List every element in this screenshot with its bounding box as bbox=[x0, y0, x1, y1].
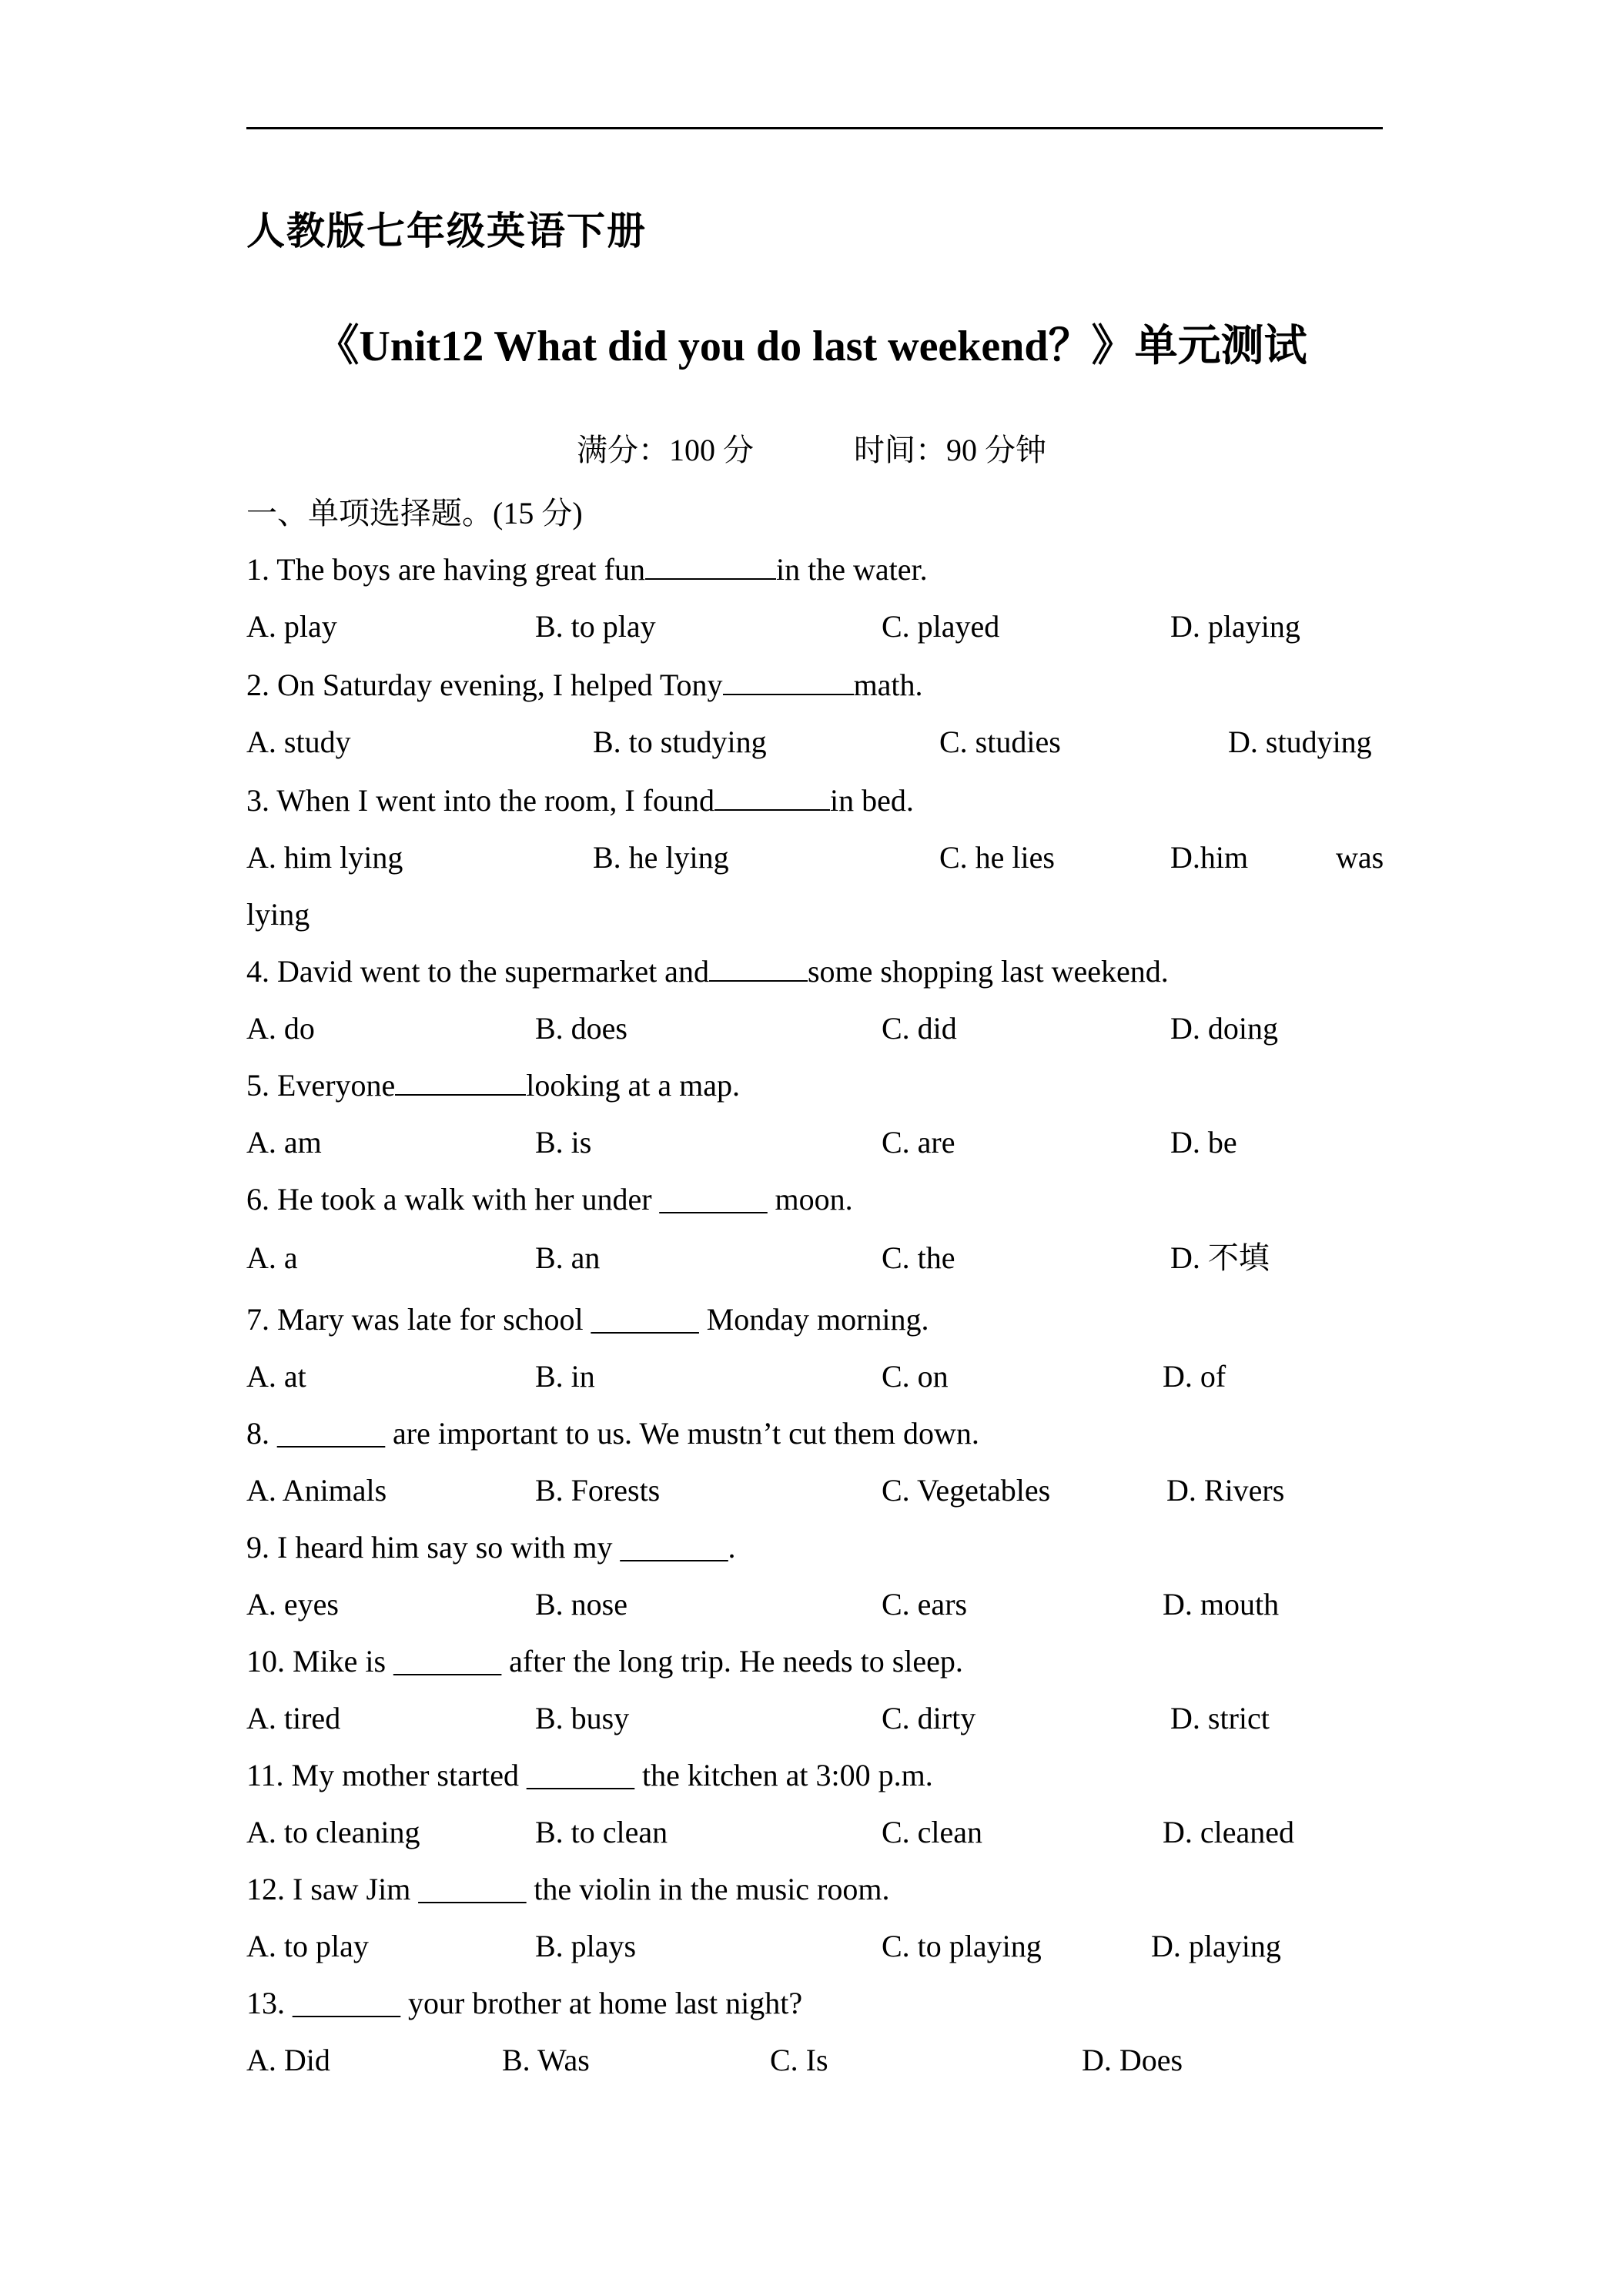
option-d: D. cleaned bbox=[1163, 1815, 1295, 1849]
option-a: A. study bbox=[246, 725, 351, 759]
question-7: 7. Mary was late for school _______ Monday morning. bbox=[246, 1302, 929, 1337]
option-b: B. in bbox=[535, 1359, 595, 1394]
full-score: 满分：100 分 bbox=[577, 433, 754, 467]
option-a: A. a bbox=[246, 1240, 298, 1275]
question-9: 9. I heard him say so with my _______. bbox=[246, 1530, 736, 1565]
section-heading: 一、单项选择题。(15 分) bbox=[246, 496, 583, 530]
option-c: C. did bbox=[882, 1011, 957, 1046]
option-d: D. doing bbox=[1170, 1011, 1278, 1046]
option-c: C. the bbox=[882, 1240, 955, 1275]
option-c: C. to playing bbox=[882, 1929, 1042, 1963]
option-b: B. does bbox=[535, 1011, 627, 1046]
option-c: C. Vegetables bbox=[882, 1473, 1051, 1508]
question-12: 12. I saw Jim _______ the violin in the music room. bbox=[246, 1872, 890, 1906]
option-a: A. to cleaning bbox=[246, 1815, 420, 1849]
option-b: B. to play bbox=[535, 609, 656, 644]
question-8: 8. _______ are important to us. We mustn’t cut them down. bbox=[246, 1416, 979, 1451]
option-a: A. eyes bbox=[246, 1587, 339, 1622]
option-a: A. Did bbox=[246, 2043, 330, 2077]
exam-info bbox=[0, 426, 1623, 470]
answer-blank bbox=[723, 668, 854, 695]
option-b: B. to clean bbox=[535, 1815, 668, 1849]
option-d: D. playing bbox=[1170, 609, 1300, 644]
question-3: 3. When I went into the room, I found in bed. bbox=[246, 783, 914, 818]
answer-blank bbox=[709, 954, 808, 982]
option-a: A. am bbox=[246, 1125, 322, 1160]
answer-blank bbox=[395, 1068, 526, 1096]
question-13: 13. _______ your brother at home last night? bbox=[246, 1986, 803, 2020]
option-c: C. ears bbox=[882, 1587, 968, 1622]
option-d-continued: was bbox=[1336, 840, 1384, 875]
option-d: D. studying bbox=[1228, 725, 1372, 759]
question-5: 5. Everyone looking at a map. bbox=[246, 1068, 740, 1103]
option-c: C. he lies bbox=[939, 840, 1055, 875]
option-d: D. be bbox=[1170, 1125, 1237, 1160]
option-d: D. mouth bbox=[1163, 1587, 1280, 1622]
option-d: D.him bbox=[1170, 840, 1249, 875]
question-1: 1. The boys are having great fun in the water. bbox=[246, 552, 928, 587]
option-a: A. do bbox=[246, 1011, 315, 1046]
option-d: D. 不填 bbox=[1170, 1240, 1270, 1275]
option-b: B. Forests bbox=[535, 1473, 661, 1508]
option-d: D. strict bbox=[1170, 1701, 1270, 1735]
option-d: D. of bbox=[1163, 1359, 1226, 1394]
option-b: B. busy bbox=[535, 1701, 630, 1735]
option-b: B. nose bbox=[535, 1587, 627, 1622]
header-rule bbox=[246, 127, 1383, 129]
test-title: 《Unit12 What did you do last weekend？》单元测试 bbox=[316, 323, 1307, 370]
option-b: B. Was bbox=[502, 2043, 590, 2077]
option-b: B. an bbox=[535, 1240, 601, 1275]
option-c: C. played bbox=[882, 609, 1000, 644]
answer-blank bbox=[645, 552, 776, 580]
option-a: A. play bbox=[246, 609, 337, 644]
book-title: 人教版七年级英语下册 bbox=[246, 209, 647, 253]
option-d: D. Does bbox=[1082, 2043, 1183, 2077]
option-a: A. at bbox=[246, 1359, 306, 1394]
time-limit: 时间：90 分钟 bbox=[854, 433, 1046, 467]
option-a: A. tired bbox=[246, 1701, 341, 1735]
option-b: B. to studying bbox=[593, 725, 767, 759]
question-4: 4. David went to the supermarket and some shopping last weekend. bbox=[246, 954, 1169, 989]
option-c: C. on bbox=[882, 1359, 949, 1394]
option-b: B. is bbox=[535, 1125, 592, 1160]
question-11: 11. My mother started _______ the kitchen at 3:00 p.m. bbox=[246, 1758, 933, 1792]
option-b: B. plays bbox=[535, 1929, 637, 1963]
option-c: C. are bbox=[882, 1125, 955, 1160]
answer-blank bbox=[714, 783, 830, 811]
option-c: C. studies bbox=[939, 725, 1061, 759]
option-c: C. Is bbox=[770, 2043, 828, 2077]
option-a: A. Animals bbox=[246, 1473, 387, 1508]
option-c: C. clean bbox=[882, 1815, 983, 1849]
question-2: 2. On Saturday evening, I helped Tony math. bbox=[246, 668, 923, 702]
question-6: 6. He took a walk with her under _______ moon. bbox=[246, 1182, 853, 1217]
option-a: A. to play bbox=[246, 1929, 369, 1963]
option-d: D. Rivers bbox=[1166, 1473, 1285, 1508]
option-c: C. dirty bbox=[882, 1701, 976, 1735]
question-10: 10. Mike is _______ after the long trip. He needs to sleep. bbox=[246, 1644, 963, 1678]
option-d-wrap: lying bbox=[246, 897, 310, 932]
option-d: D. playing bbox=[1151, 1929, 1281, 1963]
option-a: A. him lying bbox=[246, 840, 403, 875]
option-b: B. he lying bbox=[593, 840, 729, 875]
